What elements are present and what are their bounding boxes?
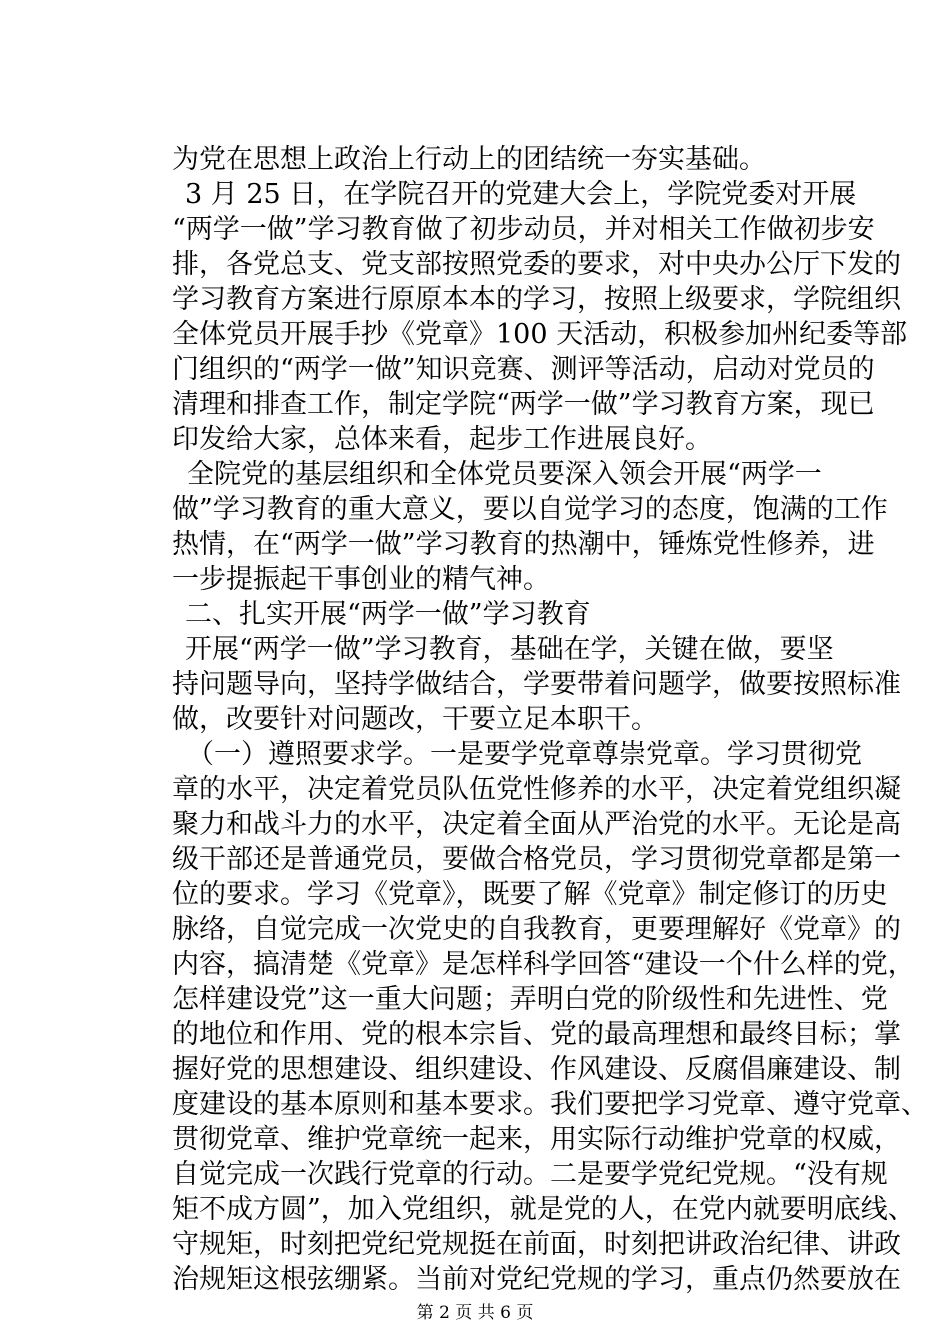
text-line: 持问题导向，坚持学做结合，学要带着问题学，做要按照标准 [172, 669, 901, 700]
text-line: 脉络，自觉完成一次党史的自我教育，更要理解好《党章》的 [172, 914, 901, 945]
text-line: 二、扎实开展“两学一做”学习教育 [185, 599, 591, 630]
text-line: 排，各党总支、党支部按照党委的要求，对中央办公厅下发的 [172, 249, 901, 280]
text-line: 全院党的基层组织和全体党员要深入领会开展“两学一 [187, 459, 822, 490]
text-line: 热情，在“两学一做”学习教育的热潮中，锤炼党性修养，进 [172, 529, 875, 560]
text-line: 全体党员开展手抄《党章》100 天活动，积极参加州纪委等部 [172, 319, 908, 350]
text-line: 矩不成方圆”，加入党组织，就是党的人，在党内就要明底线、 [172, 1194, 915, 1225]
text-line: 开展“两学一做”学习教育，基础在学，关键在做，要坚 [185, 634, 834, 665]
text-line: 印发给大家，总体来看，起步工作进展良好。 [172, 424, 712, 455]
text-line: 位的要求。学习《党章》，既要了解《党章》制定修订的历史 [172, 879, 888, 910]
text-line: 做，改要针对问题改，干要立足本职干。 [172, 704, 658, 735]
text-line: 守规矩，时刻把党纪党规挺在前面，时刻把讲政治纪律、讲政 [172, 1229, 901, 1260]
text-line: 一步提振起干事创业的精气神。 [172, 564, 550, 595]
text-line: 为党在思想上政治上行动上的团结统一夯实基础。 [172, 144, 766, 175]
text-line: 章的水平，决定着党员队伍党性修养的水平，决定着党组织凝 [172, 774, 901, 805]
text-line: 学习教育方案进行原原本本的学习，按照上级要求，学院组织 [172, 284, 901, 315]
text-line: 聚力和战斗力的水平，决定着全面从严治党的水平。无论是高 [172, 809, 901, 840]
text-line: 做”学习教育的重大意义，要以自觉学习的态度，饱满的工作 [172, 494, 888, 525]
text-line: 贯彻党章、维护党章统一起来，用实际行动维护党章的权威， [172, 1124, 901, 1155]
text-line: 治规矩这根弦绷紧。当前对党纪党规的学习，重点仍然要放在 [172, 1264, 901, 1295]
text-line: “两学一做”学习教育做了初步动员，并对相关工作做初步安 [172, 214, 875, 245]
text-line: 怎样建设党”这一重大问题；弄明白党的阶级性和先进性、党 [172, 984, 888, 1015]
page-footer: 第 2 页 共 6 页 [416, 1303, 534, 1323]
text-line: （一）遵照要求学。一是要学党章尊崇党章。学习贯彻党 [187, 739, 862, 770]
text-line: 级干部还是普通党员，要做合格党员，学习贯彻党章都是第一 [172, 844, 901, 875]
text-line: 的地位和作用、党的根本宗旨、党的最高理想和最终目标；掌 [172, 1019, 901, 1050]
text-line: 度建设的基本原则和基本要求。我们要把学习党章、遵守党章、 [172, 1089, 928, 1120]
text-line: 3 月 25 日，在学院召开的党建大会上，学院党委对开展 [185, 179, 857, 210]
text-line: 自觉完成一次践行党章的行动。二是要学党纪党规。“没有规 [172, 1159, 888, 1190]
text-line: 清理和排查工作，制定学院“两学一做”学习教育方案，现已 [172, 389, 875, 420]
text-line: 内容，搞清楚《党章》是怎样科学回答“建设一个什么样的党， [172, 949, 915, 980]
text-line: 门组织的“两学一做”知识竞赛、测评等活动，启动对党员的 [172, 354, 875, 385]
text-line: 握好党的思想建设、组织建设、作风建设、反腐倡廉建设、制 [172, 1054, 901, 1085]
